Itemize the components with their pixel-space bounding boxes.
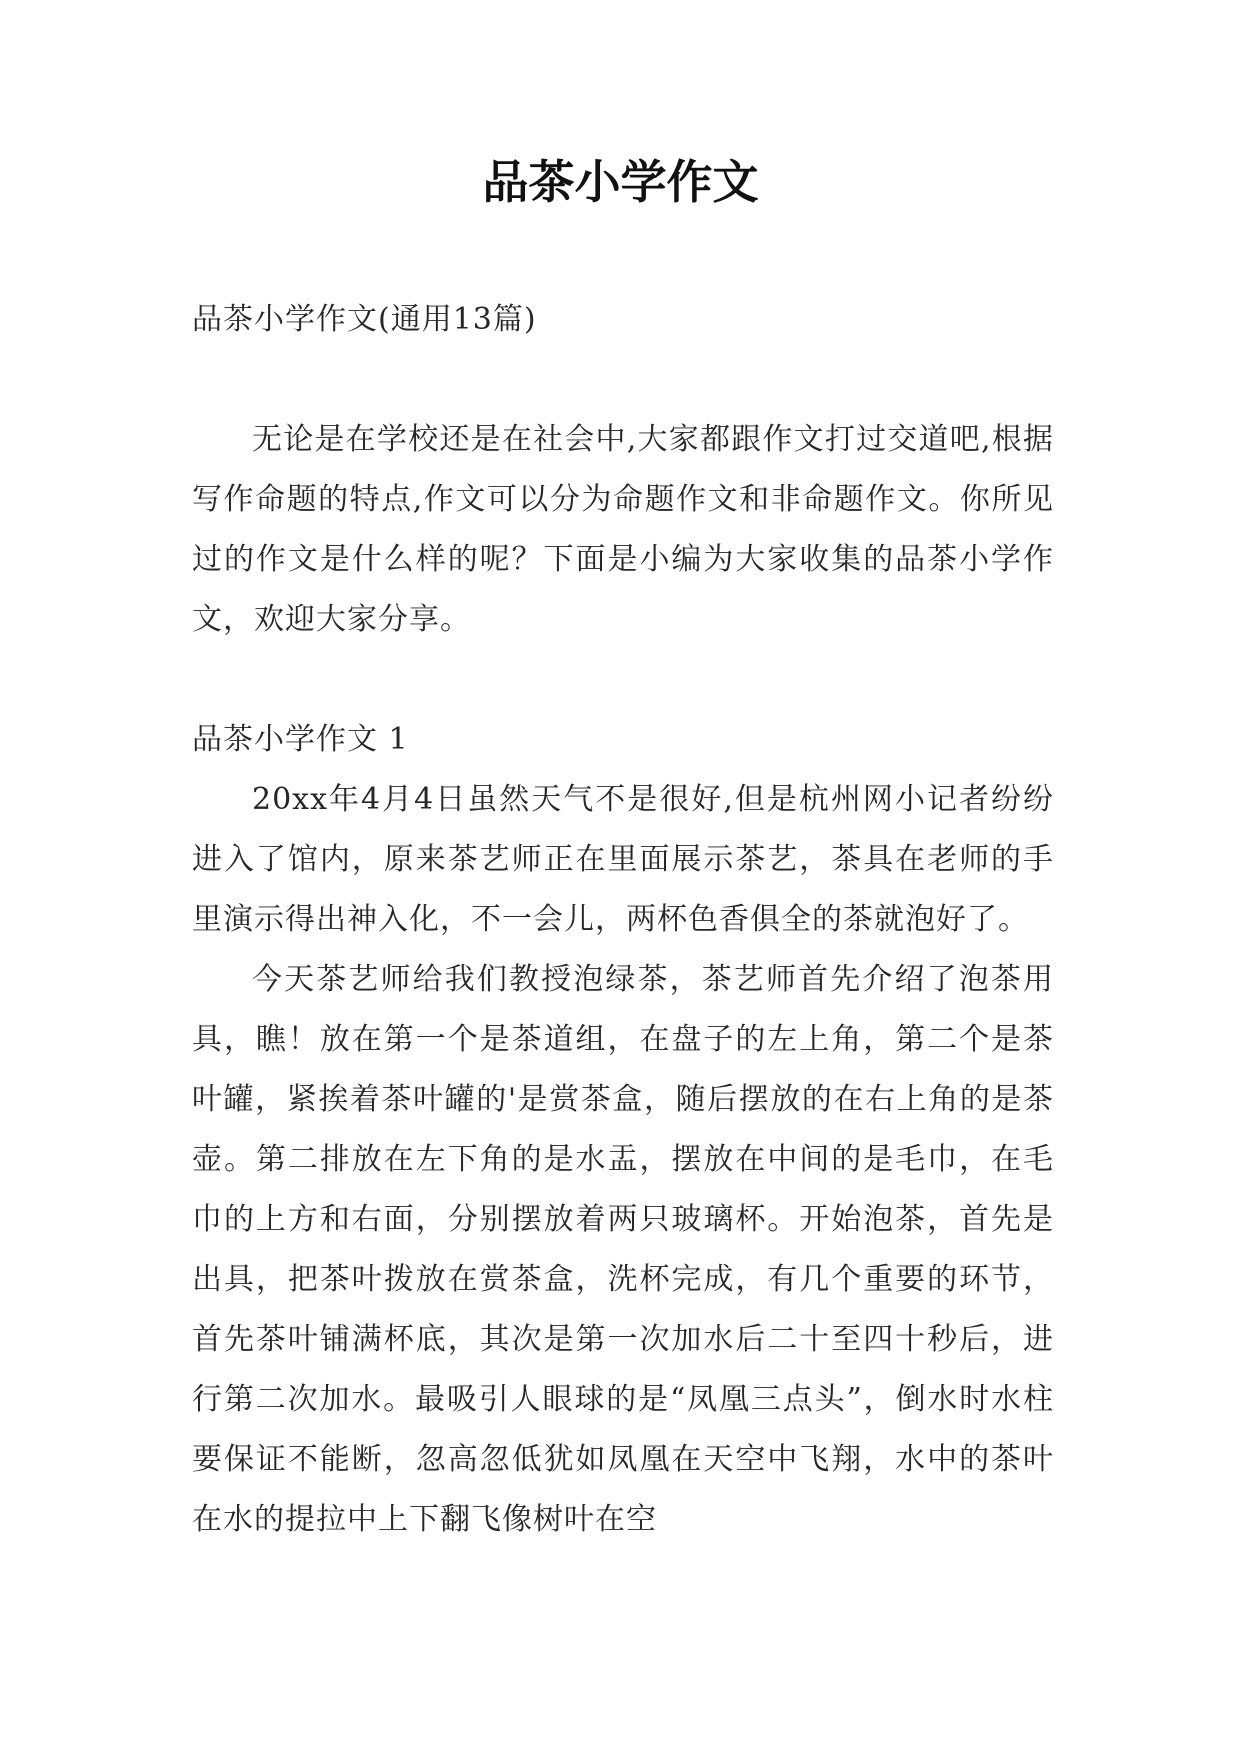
document-body [192, 290, 1054, 1550]
document-subtitle: 品茶小学作文(通用13篇) [192, 302, 537, 337]
section-heading: 品茶小学作文 1 [192, 722, 409, 757]
intro-paragraph: 无论是在学校还是在社会中,大家都跟作文打过交道吧,根据写作命题的特点,作文可以分为命题作文和非命题作文。你所见过的作文是什么样的呢？下面是小编为大家收集的品茶小学作文，欢迎大家分享。 [192, 422, 1054, 637]
document-title: 品茶小学作文 [482, 155, 759, 209]
body-paragraph: 20xx年4月4日虽然天气不是很好,但是杭州网小记者纷纷进入了馆内，原来茶艺师正在里面展示茶艺，茶具在老师的手里演示得出神入化，不一会儿，两杯色香俱全的茶就泡好了。 [192, 782, 1054, 937]
body-paragraph: 今天茶艺师给我们教授泡绿茶，茶艺师首先介绍了泡茶用具，瞧！放在第一个是茶道组，在盘子的左上角，第二个是茶叶罐，紧挨着茶叶罐的'是赏茶盒，随后摆放的在右上角的是茶壶。第二排放在左下角的是水盂，摆放在中间的是毛巾，在毛巾的上方和右面，分别摆放着两只玻璃杯。开始泡茶，首先是出具，把茶叶拨放在赏茶盒，洗杯完成，有几个重要的环节，首先茶叶铺满杯底，其次是第一次加水后二十至四十秒后，进行第二次加水。最吸引人眼球的是“凤凰三点头”，倒水时水柱要保证不能断，忽高忽低犹如凤凰在天空中飞翔，水中的茶叶在水的提拉中上下翻飞像树叶在空 [192, 962, 1054, 1537]
